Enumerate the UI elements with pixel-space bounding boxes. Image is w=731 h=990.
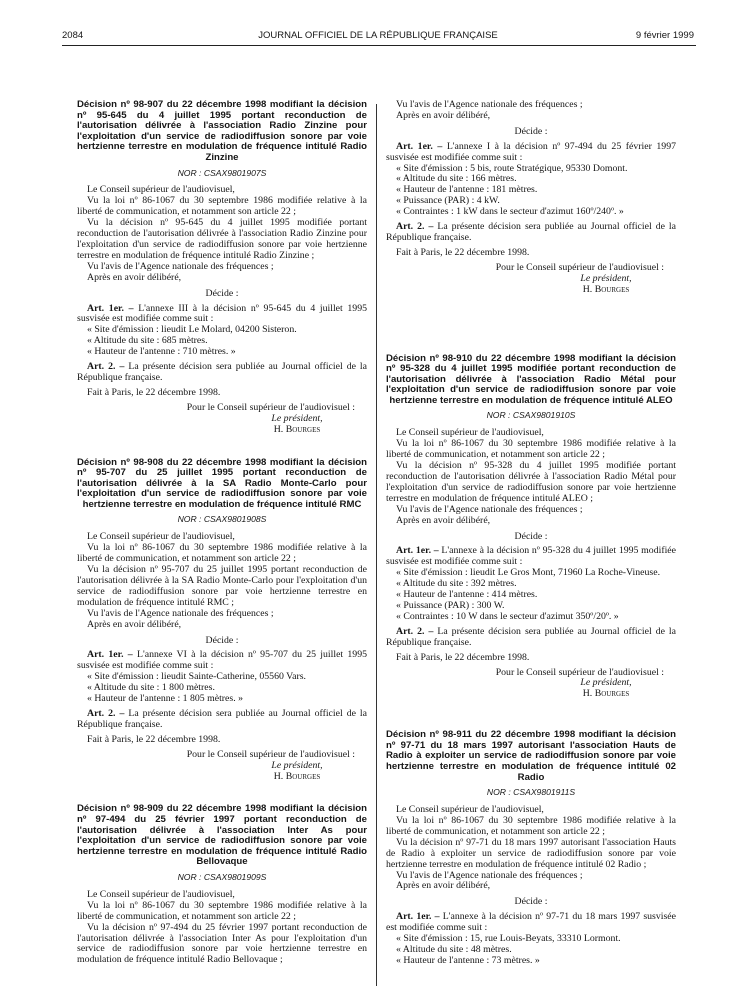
signature-for: Pour le Conseil supérieur de l'audiovisuel :	[186, 748, 355, 760]
council-line: Le Conseil supérieur de l'audiovisuel,	[87, 184, 235, 196]
nor-reference: NOR : CSAX9801909S	[177, 871, 267, 882]
agency-line: Vu l'avis de l'Agence nationale des fréquences ;	[396, 869, 583, 881]
nor-reference: NOR : CSAX9801908S	[177, 514, 267, 525]
council-line: Le Conseil supérieur de l'audiovisuel,	[87, 888, 235, 900]
signature-title: Le président,	[271, 412, 323, 424]
vu-decision: Vu la décision nº 97-494 du 25 février 1997 portant reconduction de l'autorisation délivrée à l'association Inter As pour l'exploitation d'un service de radiodiffusion sonore par voie hertzienne terrestre en modulation de fréquence intitulé Radio Bellovaque ;	[77, 921, 367, 966]
annex-item: « Puissance (PAR) : 4 kW.	[396, 195, 500, 207]
annex-item: « Hauteur de l'antenne : 181 mètres.	[396, 184, 538, 196]
deliberation-line: Après en avoir délibéré,	[396, 880, 491, 892]
article-2: Art. 2. – La présente décision sera publiée au Journal officiel de la République française.	[77, 361, 367, 383]
signature-for: Pour le Conseil supérieur de l'audiovisuel :	[186, 401, 355, 413]
council-line: Le Conseil supérieur de l'audiovisuel,	[396, 427, 544, 439]
annex-item: « Altitude du site : 685 mètres.	[87, 335, 208, 347]
article-2: Art. 2. – La présente décision sera publiée au Journal officiel de la République française.	[386, 221, 676, 243]
decide-heading: Décide :	[514, 896, 548, 908]
decision-title: Décision nº 98-909 du 22 décembre 1998 modifiant la décision nº 97-494 du 25 février 1997 portant reconduction de l'autorisation délivrée à l'association Inter As pour l'exploitation d'un service de radiodiffusion sonore par voie hertzienne terrestre en modulation de fréquence intitulé Radio Bellovaque	[77, 803, 367, 868]
nor-reference: NOR : CSAX9801911S	[486, 787, 576, 798]
nor-reference: NOR : CSAX9801910S	[486, 410, 576, 421]
decide-heading: Décide :	[205, 634, 239, 646]
article-1: Art. 1er. – L'annexe I à la décision nº 97-494 du 25 février 1997 susvisée est modifiée comme suit :	[386, 140, 677, 163]
agency-line: Vu l'avis de l'Agence nationale des fréquences ;	[87, 260, 274, 272]
agency-line: Vu l'avis de l'Agence nationale des fréquences ;	[396, 99, 583, 110]
deliberation-line: Après en avoir délibéré,	[396, 109, 491, 121]
article-2: Art. 2. – La présente décision sera publiée au Journal officiel de la République française.	[77, 707, 367, 730]
signature-title: Le président,	[271, 759, 323, 771]
vu-decision: Vu la décision nº 95-328 du 4 juillet 1995 modifiée portant reconduction de l'autorisation délivrée à l'association Radio Métal pour l'exploitation d'un service de radiodiffusion sonore par voie hertzienne terrestre en modulation de fréquence intitulé ALEO ;	[386, 460, 676, 504]
deliberation-line: Après en avoir délibéré,	[87, 618, 182, 630]
annex-item: « Site d'émission : 5 bis, route Stratégique, 95330 Domont.	[396, 162, 628, 174]
done-at: Fait à Paris, le 22 décembre 1998.	[87, 386, 221, 398]
law-line: Vu la loi nº 86-1067 du 30 septembre 1986 modifiée relative à la liberté de communication, et notamment son article 22 ;	[77, 542, 367, 565]
decision-title: Décision nº 98-908 du 22 décembre 1998 modifiant la décision nº 95-707 du 25 juillet 1995 portant reconduction de l'autorisation délivrée à la SA Radio Monte-Carlo pour l'exploitation d'un service de radiodiffusion sonore par voie hertzienne terrestre en modulation de fréquence intitulé RMC	[77, 456, 367, 510]
annex-item: « Puissance (PAR) : 300 W.	[396, 599, 505, 611]
council-line: Le Conseil supérieur de l'audiovisuel,	[87, 531, 235, 543]
article-1: Art. 1er. – L'annexe III à la décision nº 95-645 du 4 juillet 1995 susvisée est modifiée comme suit :	[77, 302, 367, 325]
annex-item: « Site d'émission : lieudit Le Gros Mont, 71960 La Roche-Vineuse.	[396, 567, 661, 579]
law-line: Vu la loi nº 86-1067 du 30 septembre 1986 modifiée relative à la liberté de communication, et notamment son article 22 ;	[77, 195, 367, 218]
signature-name: H. Bourges	[582, 283, 630, 295]
vu-decision: Vu la décision nº 95-707 du 25 juillet 1995 portant reconduction de l'autorisation délivrée à la SA Radio Monte-Carlo pour l'exploitation d'un service de radiodiffusion sonore par voie hertzienne terrestre en modulation de fréquence intitulé RMC ;	[77, 564, 367, 608]
article-2: Art. 2. – La présente décision sera publiée au Journal officiel de la République française.	[386, 625, 676, 648]
vu-decision: Vu la décision nº 97-71 du 18 mars 1997 autorisant l'association Hauts de Radio à exploiter un service de radiodiffusion sonore par voie hertzienne terrestre en modulation de fréquence intitulé 02 Radio ;	[386, 836, 676, 870]
decision-title: Décision nº 98-910 du 22 décembre 1998 modifiant la décision nº 95-328 du 4 juillet 1995 modifiée portant reconduction de l'autorisation délivrée à l'association Radio Métal pour l'exploitation d'un service de radiodiffusion sonore par voie hertzienne terrestre en modulation de fréquence intitulé ALEO	[386, 352, 676, 406]
done-at: Fait à Paris, le 22 décembre 1998.	[396, 246, 530, 258]
signature-name: H. Bourges	[582, 688, 630, 700]
annex-item: « Hauteur de l'antenne : 1 805 mètres. »	[87, 693, 244, 705]
decision-98-910	[386, 354, 676, 701]
done-at: Fait à Paris, le 22 décembre 1998.	[396, 651, 530, 663]
article-1: Art. 1er. – L'annexe à la décision nº 95-328 du 4 juillet 1995 modifiée susvisée est modifiée comme suit :	[386, 545, 676, 568]
journal-title: JOURNAL OFFICIEL DE LA RÉPUBLIQUE FRANÇAISE	[258, 30, 498, 41]
annex-item: « Hauteur de l'antenne : 414 mètres.	[396, 589, 538, 601]
annex-item: « Altitude du site : 1 800 mètres.	[87, 682, 215, 694]
decision-98-909	[77, 804, 367, 966]
annex-item: « Contraintes : 10 W dans le secteur d'azimut 350º/20º. »	[396, 610, 619, 622]
vu-decision: Vu la décision nº 95-645 du 4 juillet 1995 modifiée portant reconduction de l'autorisation délivrée à l'association Radio Zinzine pour l'exploitation d'un service de radiodiffusion sonore par voie hertzienne terrestre en modulation de fréquence intitulé Radio Zinzine ;	[77, 217, 367, 261]
issue-date: 9 février 1999	[635, 30, 694, 41]
annex-item: « Hauteur de l'antenne : 710 mètres. »	[87, 346, 236, 358]
law-line: Vu la loi nº 86-1067 du 30 septembre 1986 modifiée relative à la liberté de communication, et notamment son article 22 ;	[386, 438, 676, 461]
decide-heading: Décide :	[514, 125, 548, 137]
deliberation-line: Après en avoir délibéré,	[396, 514, 491, 526]
annex-item: « Altitude du site : 392 mètres.	[396, 578, 517, 590]
article-1: Art. 1er. – L'annexe à la décision nº 97-71 du 18 mars 1997 susvisée est modifiée comme suit :	[386, 911, 676, 934]
header-rule	[62, 45, 696, 46]
decide-heading: Décide :	[514, 530, 548, 542]
annex-item: « Altitude du site : 48 mètres.	[396, 943, 512, 955]
decision-98-907	[77, 100, 367, 436]
deliberation-line: Après en avoir délibéré,	[87, 271, 182, 283]
law-line: Vu la loi nº 86-1067 du 30 septembre 1986 modifiée relative à la liberté de communication, et notamment son article 22 ;	[77, 899, 367, 922]
column-divider	[376, 104, 377, 986]
page-header	[62, 30, 694, 44]
annex-item: « Contraintes : 1 kW dans le secteur d'azimut 160º/240º. »	[396, 206, 624, 218]
right-column	[386, 100, 676, 967]
agency-line: Vu l'avis de l'Agence nationale des fréquences ;	[396, 503, 583, 515]
decision-98-909-continued	[386, 100, 676, 296]
decision-title: Décision nº 98-911 du 22 décembre 1998 modifiant la décision nº 97-71 du 18 mars 1997 autorisant l'association Hauts de Radio à exploiter un service de radiodiffusion sonore par voie hertzienne terrestre en modulation de fréquence intitulé 02 Radio	[386, 729, 676, 783]
agency-line: Vu l'avis de l'Agence nationale des fréquences ;	[87, 607, 274, 619]
annex-item: « Site d'émission : lieudit Sainte-Catherine, 05560 Vars.	[87, 671, 306, 683]
signature-for: Pour le Conseil supérieur de l'audiovisuel :	[495, 261, 664, 273]
page-number: 2084	[62, 30, 84, 41]
signature-title: Le président,	[580, 677, 632, 689]
annex-item: « Altitude du site : 166 mètres.	[396, 173, 517, 185]
law-line: Vu la loi nº 86-1067 du 30 septembre 1986 modifiée relative à la liberté de communication, et notamment son article 22 ;	[386, 815, 676, 837]
annex-item: « Hauteur de l'antenne : 73 mètres. »	[396, 954, 540, 966]
signature-name: H. Bourges	[273, 770, 321, 782]
decision-98-908	[77, 458, 367, 783]
annex-item: « Site d'émission : lieudit Le Molard, 04200 Sisteron.	[87, 324, 297, 336]
decision-title: Décision nº 98-907 du 22 décembre 1998 modifiant la décision nº 95-645 du 4 juillet 1995 portant reconduction de l'autorisation délivrée à l'association Radio Zinzine pour l'exploitation d'un service de radiodiffusion sonore par voie hertzienne terrestre en modulation de fréquence intitulé Radio Zinzine	[77, 99, 367, 163]
signature-title: Le président,	[580, 272, 632, 284]
signature-for: Pour le Conseil supérieur de l'audiovisuel :	[495, 666, 664, 678]
left-column	[77, 100, 367, 966]
council-line: Le Conseil supérieur de l'audiovisuel,	[396, 804, 544, 816]
done-at: Fait à Paris, le 22 décembre 1998.	[87, 733, 221, 745]
signature-name: H. Bourges	[273, 423, 321, 435]
decide-heading: Décide :	[205, 287, 239, 299]
nor-reference: NOR : CSAX9801907S	[177, 167, 267, 178]
decision-98-911	[386, 730, 676, 967]
article-1: Art. 1er. – L'annexe VI à la décision nº 95-707 du 25 juillet 1995 susvisée est modifiée comme suit :	[77, 649, 368, 672]
annex-item: « Site d'émission : 15, rue Louis-Beyats, 33310 Lormont.	[396, 933, 621, 945]
